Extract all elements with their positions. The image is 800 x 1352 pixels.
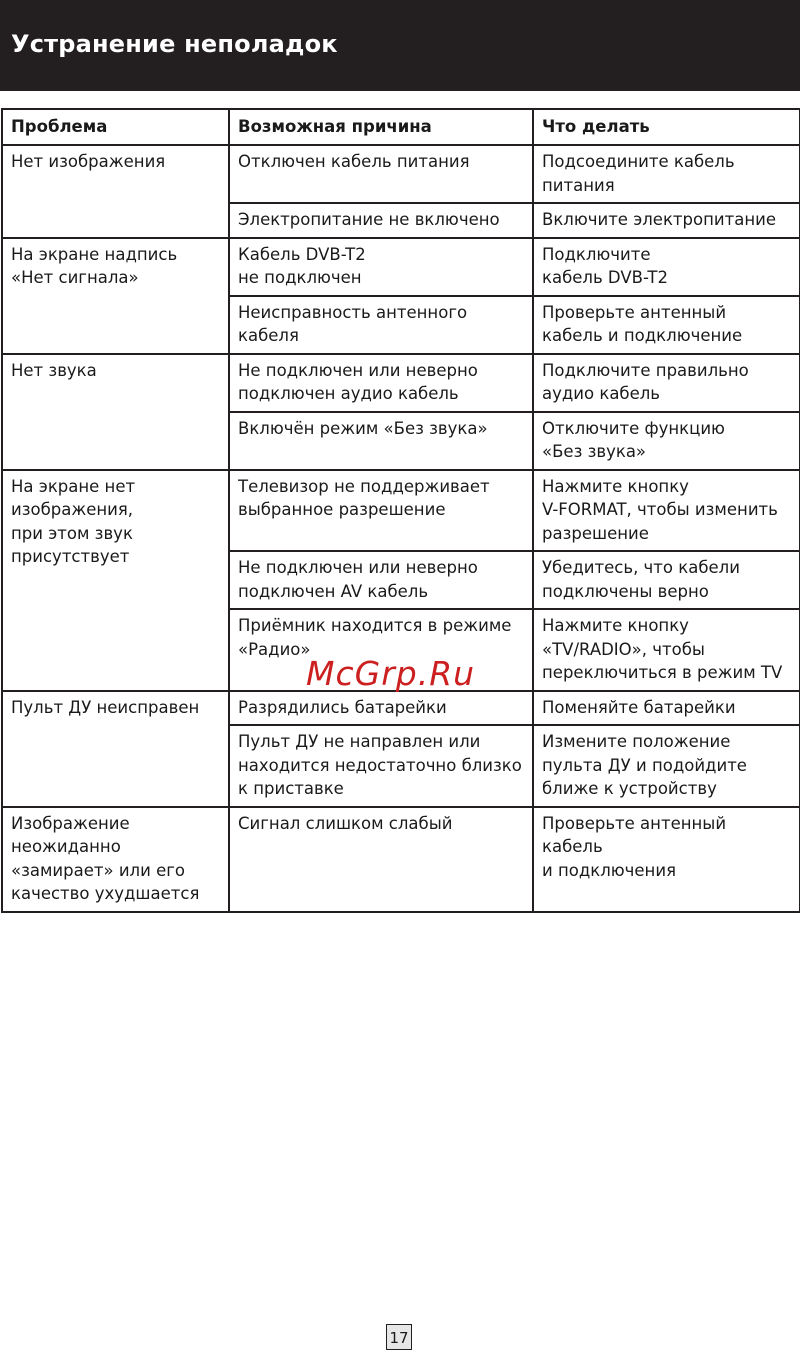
cause-cell: Не подключен или неверно подключен аудио кабель [229,354,533,412]
action-cell: Проверьте антенный кабель и подключения [533,807,800,912]
action-cell: Отключите функцию «Без звука» [533,412,800,470]
problem-cell: Изображение неожиданно «замирает» или его качество ухудшается [2,807,229,912]
table-row [2,807,800,912]
page-title: Устранение неполадок [11,30,338,58]
table-row [2,145,800,203]
problem-cell: Нет изображения [2,145,229,238]
table-row [2,470,800,552]
page-header [0,0,800,91]
column-header-cause: Возможная причина [229,109,533,145]
cause-cell: Электропитание не включено [229,203,533,238]
cause-cell: Сигнал слишком слабый [229,807,533,912]
column-header-problem: Проблема [2,109,229,145]
action-cell: Убедитесь, что кабели подключены верно [533,551,800,609]
problem-cell: Нет звука [2,354,229,470]
cause-cell: Неисправность антенного кабеля [229,296,533,354]
action-cell: Подключите правильно аудио кабель [533,354,800,412]
cause-cell: Телевизор не поддерживает выбранное разрешение [229,470,533,552]
cause-cell: Приёмник находится в режиме «Радио» [229,609,533,691]
action-cell: Нажмите кнопку V-FORMAT, чтобы изменить разрешение [533,470,800,552]
watermark-text: McGrp.Ru [306,654,476,693]
action-cell: Подключите кабель DVB-T2 [533,238,800,296]
cause-cell: Разрядились батарейки [229,691,533,726]
table-header-row [2,109,800,145]
problem-cell: Пульт ДУ неисправен [2,691,229,807]
table-row [2,238,800,296]
problem-cell: На экране нет изображения, при этом звук присутствует [2,470,229,691]
column-header-action: Что делать [533,109,800,145]
action-cell: Нажмите кнопку «TV/RADIO», чтобы переключиться в режим TV [533,609,800,691]
problem-cell: На экране надпись «Нет сигнала» [2,238,229,354]
cause-cell: Пульт ДУ не направлен или находится недостаточно близко к приставке [229,725,533,807]
action-cell: Включите электропитание [533,203,800,238]
cause-cell: Отключен кабель питания [229,145,533,203]
action-cell: Измените положение пульта ДУ и подойдите ближе к устройству [533,725,800,807]
action-cell: Подсоедините кабель питания [533,145,800,203]
troubleshooting-table [1,108,800,913]
cause-cell: Кабель DVB-T2 не подключен [229,238,533,296]
page-number: 17 [386,1324,412,1350]
action-cell: Проверьте антенный кабель и подключение [533,296,800,354]
table-row [2,354,800,412]
action-cell: Поменяйте батарейки [533,691,800,726]
cause-cell: Включён режим «Без звука» [229,412,533,470]
table-row [2,691,800,726]
cause-cell: Не подключен или неверно подключен AV кабель [229,551,533,609]
